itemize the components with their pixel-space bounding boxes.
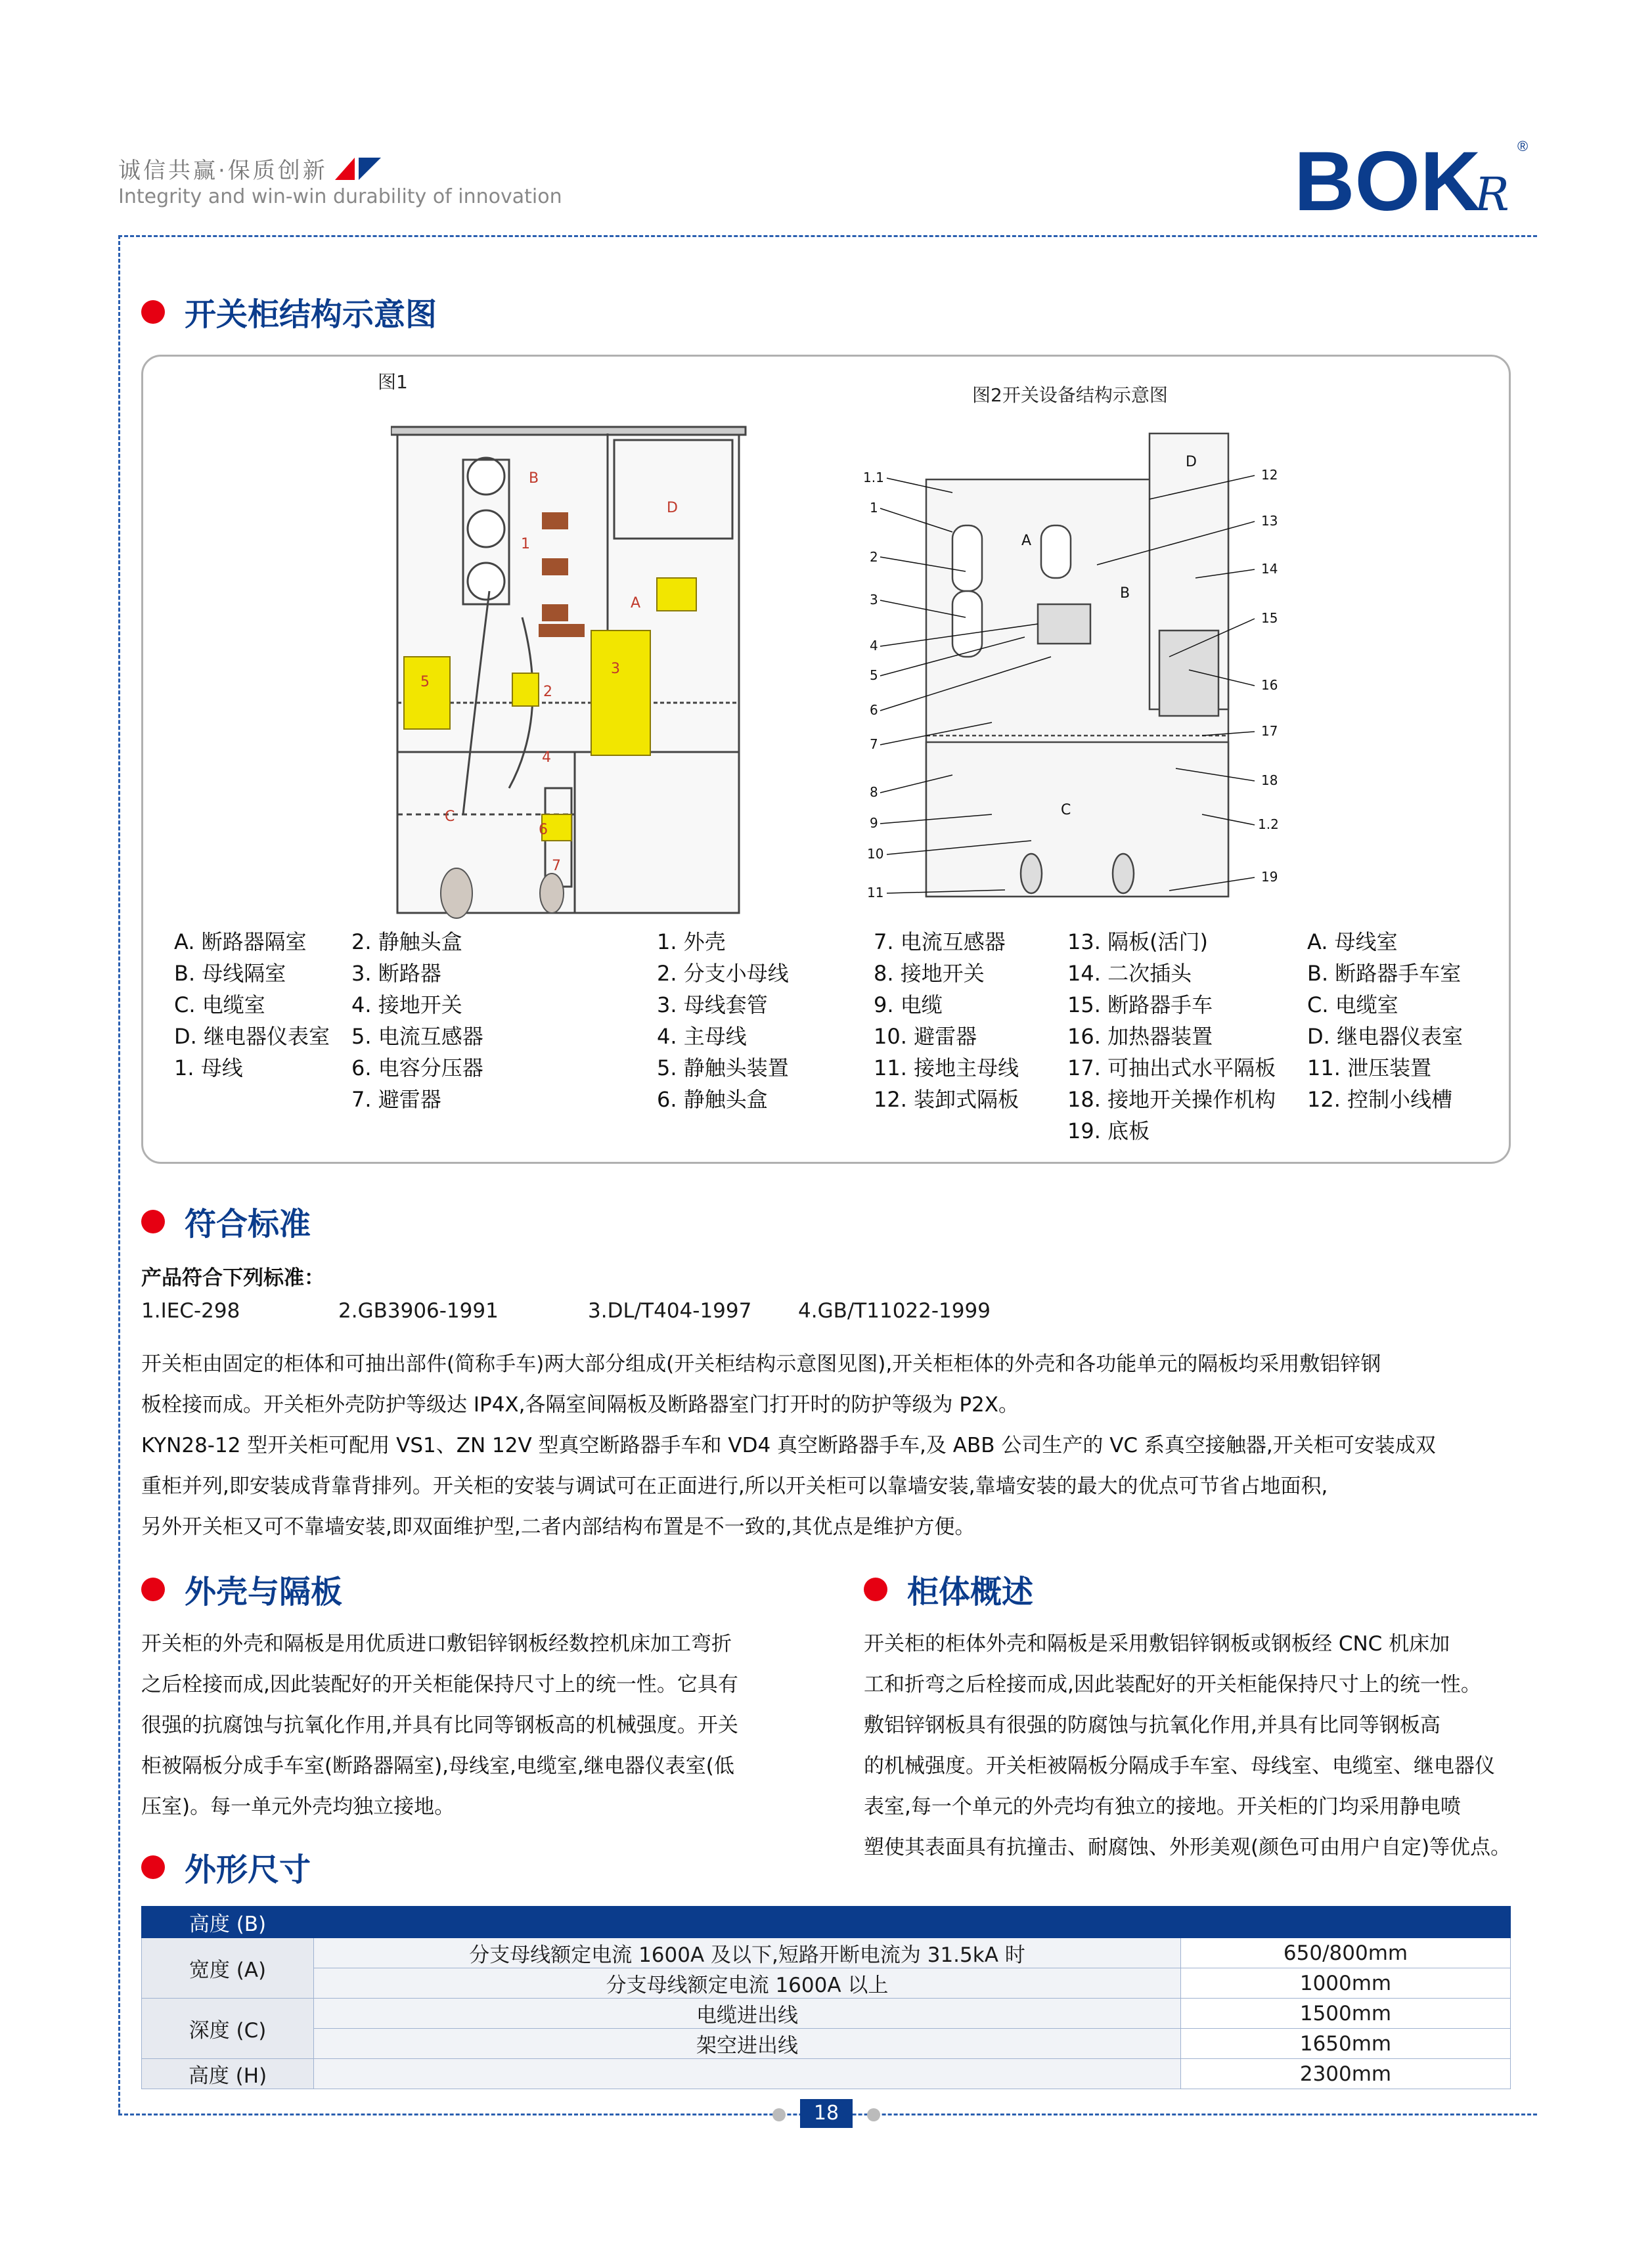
- fig2-left-8: 8: [870, 784, 878, 800]
- table-cell: 2300mm: [1181, 2059, 1511, 2089]
- table-cell: [314, 2059, 1181, 2089]
- standards-list: [141, 1299, 1048, 1323]
- table-cell: 650/800mm: [1181, 1938, 1511, 1968]
- table-row: [142, 1938, 1511, 1968]
- fig2-label-c: C: [1061, 802, 1071, 818]
- fig1-label-a: A: [631, 595, 641, 611]
- legend-item: 4. 主母线: [657, 1024, 747, 1049]
- fig1-label-d: D: [667, 500, 678, 516]
- overview-section-title: 柜体概述: [864, 1566, 1033, 1612]
- brand-logo-script: R: [1475, 167, 1509, 221]
- fig2-right-1-2: 1.2: [1258, 816, 1279, 832]
- fig2-left-10: 10: [867, 846, 884, 862]
- fig2-label-a: A: [1021, 533, 1032, 549]
- legend-fig2-compartments: [1307, 926, 1463, 1115]
- table-header-cell: [1181, 1907, 1511, 1938]
- legend-item: C. 电缆室: [1307, 992, 1398, 1017]
- legend-item: A. 母线室: [1307, 929, 1398, 954]
- page-border-top: [118, 235, 1537, 237]
- legend-fig2-parts-a: [657, 926, 789, 1115]
- legend-item: 14. 二次插头: [1067, 961, 1192, 986]
- legend-item: 1. 外壳: [657, 929, 726, 954]
- legend-fig2-parts-b: [874, 926, 1019, 1115]
- fig1-label-1: 1: [521, 536, 530, 552]
- legend-item: 4. 接地开关: [351, 992, 462, 1017]
- legend-item: 6. 电容分压器: [351, 1055, 483, 1080]
- header-slogan-en: Integrity and win-win durability of innovation: [118, 185, 562, 208]
- table-cell: 电缆进出线: [314, 1999, 1181, 2029]
- legend-item: 18. 接地开关操作机构: [1067, 1087, 1276, 1112]
- header-flag-icon: [335, 158, 381, 180]
- legend-item: B. 母线隔室: [174, 961, 286, 986]
- fig2-left-6: 6: [870, 702, 878, 718]
- legend-item: 8. 接地开关: [874, 961, 985, 986]
- standard-item: 3.DL/T404-1997: [588, 1299, 752, 1323]
- legend-item: D. 继电器仪表室: [1307, 1024, 1463, 1049]
- page-number: 18: [800, 2099, 853, 2128]
- fig2-left-11: 11: [867, 885, 884, 900]
- dims-section-title: 外形尺寸: [141, 1844, 311, 1890]
- structure-section-title: 开关柜结构示意图: [141, 289, 437, 334]
- standard-item: 2.GB3906-1991: [338, 1299, 499, 1323]
- table-row: [142, 1968, 1511, 1999]
- brand-logo-text: BOK: [1294, 135, 1481, 223]
- legend-item: 7. 避雷器: [351, 1087, 441, 1112]
- fig2-right-13: 13: [1261, 513, 1278, 529]
- fig2-label-b: B: [1120, 585, 1130, 602]
- table-header-row: [142, 1907, 1511, 1938]
- legend-item: B. 断路器手车室: [1307, 961, 1462, 986]
- standard-item: 4.GB/T11022-1999: [798, 1299, 991, 1323]
- fig2-right-16: 16: [1261, 677, 1278, 693]
- figure1-caption: 图1: [378, 371, 408, 393]
- figure1-diagram: [391, 420, 759, 919]
- fig2-left-4: 4: [870, 638, 878, 653]
- legend-item: 2. 静触头盒: [351, 929, 462, 954]
- fig2-left-5: 5: [870, 667, 878, 683]
- fig2-right-19: 19: [1261, 869, 1278, 885]
- fig1-label-c: C: [445, 808, 455, 825]
- bullet-dot-icon: [141, 1210, 165, 1233]
- fig2-left-1-1: 1.1: [863, 470, 884, 485]
- table-cell: 分支母线额定电流 1600A 以上: [314, 1968, 1181, 1999]
- fig2-right-15: 15: [1261, 610, 1278, 626]
- fig2-right-17: 17: [1261, 723, 1278, 739]
- legend-item: 15. 断路器手车: [1067, 992, 1213, 1017]
- legend-item: 2. 分支小母线: [657, 961, 789, 986]
- table-cell: 分支母线额定电流 1600A 及以下,短路开断电流为 31.5kA 时: [314, 1938, 1181, 1968]
- fig2-right-12: 12: [1261, 467, 1278, 483]
- legend-item: 3. 断路器: [351, 961, 441, 986]
- fig1-label-2: 2: [543, 684, 552, 700]
- bullet-dot-icon: [141, 1578, 165, 1601]
- fig2-left-9: 9: [870, 815, 878, 831]
- fig1-label-4: 4: [542, 749, 551, 766]
- legend-item: 13. 隔板(活门): [1067, 929, 1209, 954]
- legend-item: 6. 静触头盒: [657, 1087, 768, 1112]
- standards-section-title: 符合标准: [141, 1199, 311, 1244]
- legend-item: 5. 静触头装置: [657, 1055, 789, 1080]
- standards-paragraph-2: KYN28-12 型开关柜可配用 VS1、ZN 12V 型真空断路器手车和 VD4 真空断路器手车,及 ABB 公司生产的 VC 系真空接触器,开关柜可安装成双 重柜并列,即安装成背靠背排列。开关柜的安装与调试可在正面进行,所以开关柜可以靠墙安装,靠墙安装的最大的优点可节省占地面积, 另外开关柜又可不靠墙安装,即双面维护型,二者内部结构布置是不一致的,其优点是维护方便。: [141, 1434, 1436, 1539]
- standard-item: 1.IEC-298: [141, 1299, 240, 1323]
- legend-item: 9. 电缆: [874, 992, 943, 1017]
- legend-item: D. 继电器仪表室: [174, 1024, 330, 1049]
- legend-fig1-compartments: [174, 926, 330, 1084]
- standards-intro: 产品符合下列标准：: [141, 1266, 324, 1290]
- table-row: [142, 2029, 1511, 2059]
- height-label: 高度 (H): [142, 2059, 314, 2089]
- fig2-left-2: 2: [870, 549, 878, 565]
- shell-paragraph: 开关柜的外壳和隔板是用优质进口敷铝锌钢板经数控机床加工弯折 之后栓接而成,因此装配好的开关柜能保持尺寸上的统一性。它具有 很强的抗腐蚀与抗氧化作用,并具有比同等钢板高的机械强度。开关 柜被隔板分成手车室(断路器隔室),母线室,电缆室,继电器仪表室(低 压室)。每一单元外壳均独立接地。: [141, 1632, 738, 1819]
- fig1-label-6: 6: [539, 822, 548, 838]
- table-cell: 1000mm: [1181, 1968, 1511, 1999]
- legend-item: 12. 控制小线槽: [1307, 1087, 1453, 1112]
- figure2-caption: 图2开关设备结构示意图: [972, 384, 1168, 406]
- brand-logo: [1287, 131, 1537, 223]
- legend-fig1-parts: [351, 926, 483, 1115]
- bullet-dot-icon: [864, 1578, 887, 1601]
- legend-fig2-parts-c: [1067, 926, 1276, 1147]
- table-cell: 1500mm: [1181, 1999, 1511, 2029]
- fig1-label-3: 3: [611, 661, 620, 677]
- table-header-cell: [314, 1907, 1181, 1938]
- depth-label: 深度 (C): [142, 1999, 314, 2059]
- dimensions-table: [141, 1906, 1511, 2089]
- bullet-dot-icon: [141, 1855, 165, 1879]
- legend-item: 10. 避雷器: [874, 1024, 977, 1049]
- legend-item: 3. 母线套管: [657, 992, 768, 1017]
- legend-item: C. 电缆室: [174, 992, 265, 1017]
- figure2-diagram: [860, 420, 1314, 906]
- bullet-dot-icon: [141, 300, 165, 324]
- header-slogan-cn: 诚信共赢·保质创新: [118, 158, 328, 184]
- fig1-label-5: 5: [420, 674, 430, 690]
- table-cell: 架空进出线: [314, 2029, 1181, 2059]
- shell-section-title: 外壳与隔板: [141, 1566, 342, 1612]
- legend-item: 11. 接地主母线: [874, 1055, 1019, 1080]
- fig1-label-b: B: [529, 470, 539, 487]
- legend-item: 11. 泄压装置: [1307, 1055, 1432, 1080]
- fig2-left-3: 3: [870, 592, 878, 608]
- width-label: 宽度 (A): [142, 1938, 314, 1999]
- fig1-label-7: 7: [552, 858, 561, 874]
- legend-item: 5. 电流互感器: [351, 1024, 483, 1049]
- legend-item: 1. 母线: [174, 1055, 243, 1080]
- legend-item: A. 断路器隔室: [174, 929, 307, 954]
- table-header-cell: 高度 (B): [142, 1907, 314, 1938]
- page-dot-right-icon: [867, 2108, 880, 2121]
- legend-item: 12. 装卸式隔板: [874, 1087, 1019, 1112]
- legend-item: 19. 底板: [1067, 1118, 1150, 1143]
- fig2-label-d: D: [1186, 454, 1197, 470]
- page-dot-left-icon: [772, 2108, 786, 2121]
- page-border-left: [118, 235, 120, 2114]
- table-row: [142, 1999, 1511, 2029]
- registered-mark: ®: [1517, 138, 1529, 154]
- table-cell: 1650mm: [1181, 2029, 1511, 2059]
- fig2-right-18: 18: [1261, 772, 1278, 788]
- fig2-right-14: 14: [1261, 561, 1278, 577]
- fig2-left-1: 1: [870, 500, 878, 516]
- fig2-left-7: 7: [870, 736, 878, 752]
- legend-item: 17. 可抽出式水平隔板: [1067, 1055, 1276, 1080]
- overview-paragraph: 开关柜的柜体外壳和隔板是采用敷铝锌钢板或钢板经 CNC 机床加 工和折弯之后栓接而成,因此装配好的开关柜能保持尺寸上的统一性。 敷铝锌钢板具有很强的防腐蚀与抗氧化作用,并具有比同等钢板高 的机械强度。开关柜被隔板分隔成手车室、母线室、电缆室、继电器仪 表室,每一个单元的外壳均有独立的接地。开关柜的门均采用静电喷 塑使其表面具有抗撞击、耐腐蚀、外形美观(颜色可由用户自定)等优点。: [864, 1632, 1511, 1859]
- legend-item: 16. 加热器装置: [1067, 1024, 1213, 1049]
- legend-item: 7. 电流互感器: [874, 929, 1006, 954]
- standards-paragraph-1: 开关柜由固定的柜体和可抽出部件(简称手车)两大部分组成(开关柜结构示意图见图),开关柜柜体的外壳和各功能单元的隔板均采用敷铝锌钢 板栓接而成。开关柜外壳防护等级达 IP4X,各隔室间隔板及断路器室门打开时的防护等级为 P2X。: [141, 1352, 1381, 1417]
- table-row: [142, 2059, 1511, 2089]
